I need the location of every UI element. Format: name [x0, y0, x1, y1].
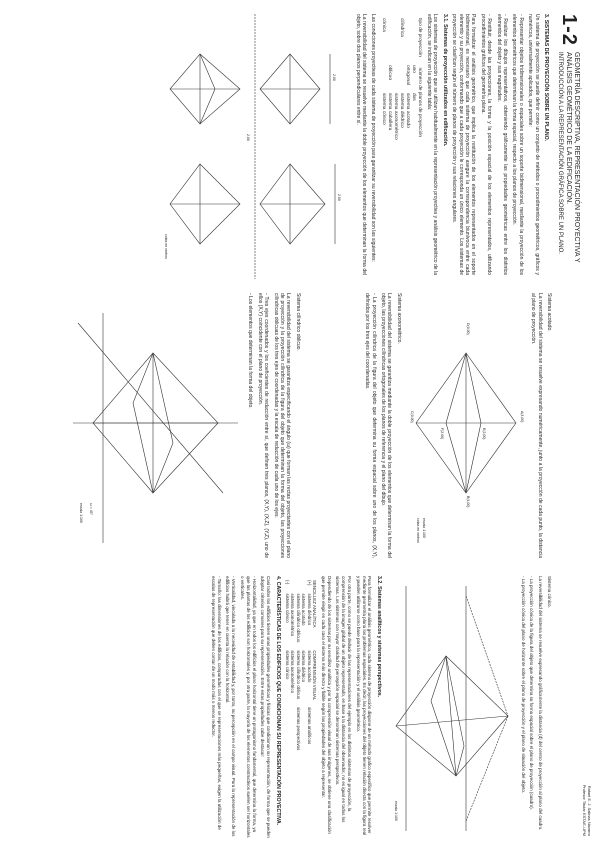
octahedron-dihedral-drawing	[160, 14, 350, 279]
minus-sign: (-)	[285, 580, 290, 585]
point-label: C(0,00)	[409, 411, 414, 423]
table-cell: sistema caballera	[387, 92, 393, 131]
axonometric-text-2: - La proyección cilíndrica de la figura del objeto que determina su forma espacial sobre uno de los planos, (X,Y), definidos por los tres ejes del coordenadas.	[364, 293, 377, 558]
section-32-paragraph-1: Para formalizar el análisis geométrico, cada sistema de proyección dispone de un método grafico específico que permite resolver mediante geometría plana los problemas espaciales. Es decir, las proyecciones del objeto tienen relación directa con la figura real y pueden utilizarse como base para la representación y el análisis geométrico.	[355, 576, 373, 836]
paragraph-5: La reversibilidad del sistema se resuelve mediante la doble proyección de los elementos que determinan la forma del objeto, sobre dos planos perpendiculares entre sí.	[354, 14, 368, 275]
table-group-label: sistemas analíticos	[306, 707, 312, 745]
figure-caption: cotas en metros	[415, 518, 420, 543]
section-32-paragraph-3: Dependiendo de los sistemas por su sencillez analítica y por la comprensión visual de sus imágenes, se obtiene una clasificación que permite elegir en cada caso el sistema más directo y fiable según las propiedades del objeto a representar.	[320, 576, 332, 834]
page-title-block	[556, 52, 580, 283]
projection-table	[381, 14, 423, 144]
author-block	[582, 785, 592, 836]
table-title: SENCILLEZ ANALÍTICA	[312, 580, 318, 628]
dimension-label: 2.00	[337, 194, 342, 201]
intro-paragraph: Un sistema de proyección se puede definir como un conjunto de métodos o procedimientos geométricos, gráficos y numéricos, universalmente aplicados, que permite:	[527, 14, 540, 275]
table-cell: cilíndrica	[399, 18, 405, 37]
axonometric-text: La reversibilidad del sistema se garantiza mediante la doble proyección de los elementos que determinan la forma del objeto, las proyecciones cilíndricas ortogonales de los planos de referencia y el plano del dibujo.	[379, 293, 393, 558]
table-cell: sistema acotado	[306, 650, 312, 683]
column-3	[0, 566, 600, 848]
table-cell: sistema diédrico	[301, 650, 307, 683]
table-cell: sistema diédrico	[399, 92, 405, 128]
page-subtitle: INTRODUCCIÓN A LA REPRESENTACIÓN GRÁFICA SOBRE UN PLANO.	[557, 52, 563, 254]
section-4-paragraph-1: Casi todos los edificios tienen unas propiedades geométricas y físicas que condicionan su representación, de forma que se pueden adoptar criterios comunes para su representación. Entre estas propiedades cabe destacar:	[260, 576, 272, 838]
figure-caption: escala 1:100	[393, 801, 398, 821]
table-group-label: sistemas perspectivos	[295, 707, 301, 751]
section-31-heading: 3.1. Sistemas de proyección utilizados en edificación.	[441, 14, 448, 147]
section-4-heading: 4. CARACTERÍSTICAS DE LOS EDIFICIOS QUE CONDICIONAN SU REPRESENTACIÓN PROYECTIVA.	[274, 576, 281, 826]
oblique-text-2: - Tres ejes coordenados y los coeficientes de reducción entre sí, que definen tres planos, (X,Y), (X,Z), (Y,Z), uno de ellos (X,Y) coincidente con el plano de proyección.	[256, 293, 270, 558]
page-number: 1-2	[558, 14, 580, 46]
table-cell: sistema acotado	[301, 593, 307, 626]
table-header-type: tipo de proyección	[417, 18, 423, 57]
axonometric-title: Sistema axonométrico.	[395, 293, 402, 344]
section-3-heading: 3. SISTEMAS DE PROYECCIÓN SOBRE UN PLANO.	[543, 14, 549, 142]
table-cell: cónica	[381, 18, 387, 32]
conic-bullet-2: - La proyección cónica del plano de horizonte sobre el plano de proyección y el plano de situación del objeto.	[520, 576, 526, 794]
bullet-2: - Realizar los dibujos representativos, obteniendo gráficamente las propiedades geométricas entre los distintos elementos del objeto y sus magnitudes.	[495, 14, 508, 275]
bullet-1: - Representar objetos tridimensionales o espaciales sobre un soporte bidimensional, mediante la proyección de los elementos geométricos que determinan la forma espacial, respecto a los planos de proyección.	[511, 14, 524, 275]
table-cell: oblicuo	[387, 64, 393, 81]
section-4-paragraph-2: - Horizontalidad, ya que en todos los edificios el plano horizontal tiene un protagonismo fundamental, que determina la forma, ya que las plantas de los edificios son horizontales y, por otra parte, la mayoría de los elementos constructivos suelen ser horizontales o verticales.	[240, 576, 257, 838]
conic-figure	[386, 576, 516, 838]
conic-title: Sistema cónico.	[547, 576, 552, 608]
table-cell: ortogonal	[405, 64, 411, 85]
point-label: B(4,00)	[465, 496, 470, 508]
table-cell: sistema cónico	[381, 92, 387, 125]
point-label: D(0,00)	[465, 323, 470, 335]
table-cell: dos	[411, 92, 417, 101]
plus-sign: (+)	[306, 580, 312, 586]
point-label: E(2,00)	[481, 428, 486, 440]
oblique-figure	[68, 293, 243, 558]
table-cell: sistema acotado	[405, 92, 411, 128]
figure-caption: escala 1:100	[421, 518, 426, 538]
acotado-text: La reversibilidad del sistema se resuelve expresando numéricamente, junto a la proyección de cada punto, la distancia al plano de proyección.	[530, 293, 543, 558]
figure-caption: ω = 45°	[88, 503, 93, 516]
table-title: COMPRENSIÓN VISUAL	[312, 650, 318, 701]
table-cell: sistema cónico	[285, 650, 290, 680]
acotado-title: Sistema acotado.	[546, 293, 552, 332]
octahedron-conic-drawing	[386, 576, 516, 838]
table-cell: sistema cilíndrico oblicuo	[295, 593, 301, 643]
section-32-heading: 3.2. Sistemas analíticos y sistemas perspectivos.	[375, 576, 382, 698]
author-position: Profesor Titular ESTAE-UPM	[582, 784, 587, 836]
oblique-title: Sistema cilíndrico oblicuo.	[294, 293, 301, 351]
figure-caption: cotas en metros	[164, 234, 169, 259]
author-name: Rafael E. J. Salinas Navarro	[587, 785, 592, 836]
table-cell: sistema axonométrico	[290, 593, 296, 637]
bullet-3: - Restituir, desde las proyecciones, la forma y la posición espacial de los elementos representados, utilizando procedimientos gráficos del geometría plana.	[479, 14, 493, 275]
section-4-paragraph-3: - Verticalidad, vinculada a la necesidad de estabilidad y, por tanto, su percepción en el campo visual. Para la representación de los edificios habrá que tener en cuenta la relación con la horizontal.	[225, 576, 237, 837]
table-cell: sistema axonométrico	[290, 650, 296, 694]
table-header-planes: número de planos de proyección	[417, 67, 423, 138]
conic-bullet-1: - La proyección cónica de la figura del objeto que determina su forma espacial sobre el plano de proyección (cuadro).	[529, 576, 535, 810]
spacer	[305, 293, 360, 558]
paragraph-3: Los sistemas de proyección que se utilizan habitualmente en la representación proyectiva y análisis geométrico de la edificación, se indican en la siguiente tabla:	[425, 14, 439, 275]
table-cell: sistema cónico	[285, 593, 290, 623]
section-4-paragraph-4: - Tamaño: las dimensiones de los edificios, comparadas con el que se representaciones más pequeñas, exigen la utilización de escalas de representación que deben contar de un modo más o menos reductor.	[210, 576, 222, 830]
oblique-text-3: - Los elementos que determinan la forma del objeto.	[247, 293, 254, 409]
table-cell: sistema diédrico	[306, 593, 312, 626]
acotado-figure	[406, 293, 526, 558]
page-title: GEOMETRÍA DESCRIPTIVA, REPRESENTACIÓN PROYECTIVA Y ANÁLISIS GEOMÉTRICO DE LA EDIFICACIÓN.	[565, 52, 580, 263]
octahedron-oblique-drawing	[68, 293, 243, 558]
conic-text: La reversibilidad del sistema se resuelve expresando gráficamente la distancia (d) del centro de proyección al plano del cuadro.	[538, 576, 544, 831]
dimension-label: 2.00	[246, 134, 251, 141]
oblique-text: La reversibilidad del sistema se garantiza especificando el ángulo (ω) que forman las rectas proyectantes con el plano de proyección y la proyección cilíndrica de la figura del objeto que determinan la forma del objeto, las proyecciones cilíndricas oblicuas de los tres ejes de coordenadas y la escala de reducción de cada uno de los ejes.	[272, 293, 292, 558]
table-cell: uno	[411, 64, 417, 73]
table-cell: sistema cilíndrico oblicuo	[295, 650, 301, 700]
figure-caption: escala 1:100	[78, 503, 83, 523]
table-cell: sistema axonométrico	[393, 92, 399, 140]
column-2	[0, 283, 600, 566]
dimension-label: 2.00	[332, 74, 337, 81]
point-label: A(4,00)	[519, 411, 524, 423]
classification-table	[285, 576, 317, 754]
point-label: F(2,00)	[439, 428, 444, 440]
section-32-paragraph-2: Por otra parte, como se puede deducir de las representaciones del ejemplo en los distintos sistemas de proyección, la comprensión de la imagen global de un objeto representado, en base a la distancia del observador, no es igual en todos los sistemas. Los sistemas con mayor claridad de percepción espacial se denominan sistemas perspectivos.	[335, 576, 353, 823]
paragraph-4: Las condiciones proyectivas de cada sistema de proyección para garantizar su reversibilidad son las siguientes:	[370, 14, 377, 262]
paragraph-2: Para formalizar el análisis geométrico, que implica la restitución de los elementos representados en el soporte bidimensional, es necesario que cada sistema de proyección asegure la correspondencia biunívoca entre cada elemento y su proyección, conformando que a cada proyección le corresponda un único elemento. Los sistemas de proyección se clasifican según el número de planos de proyección y sus relaciones angulares.	[451, 14, 477, 275]
dihedral-figure	[160, 14, 350, 275]
column-1	[0, 0, 600, 283]
